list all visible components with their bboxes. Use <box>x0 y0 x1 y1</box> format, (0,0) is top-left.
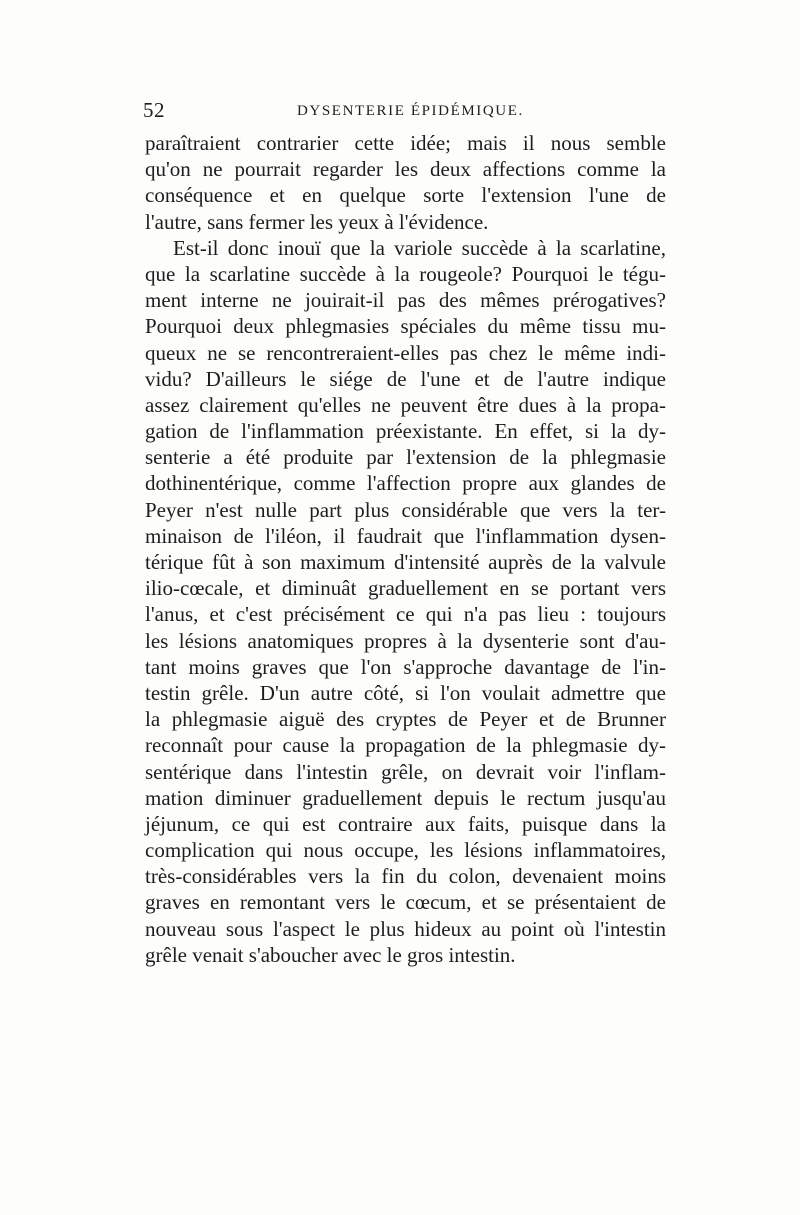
text-line: sentérique dans l'intestin grêle, on devrait voir l'inflam- <box>145 759 666 784</box>
text-line: Peyer n'est nulle part plus considérable que vers la ter- <box>145 497 666 522</box>
text-line: minaison de l'iléon, il faudrait que l'inflammation dysen- <box>145 523 666 548</box>
text-line: tant moins graves que l'on s'approche davantage de l'in- <box>145 654 666 679</box>
text-line: complication qui nous occupe, les lésions inflammatoires, <box>145 838 666 863</box>
text-line: la phlegmasie aiguë des cryptes de Peyer et de Brunner <box>145 707 666 732</box>
text-line: Est-il donc inouï que la variole succède à la scarlatine, <box>173 235 666 260</box>
text-line: testin grêle. D'un autre côté, si l'on voulait admettre que <box>145 680 666 705</box>
text-line: grêle venait s'aboucher avec le gros intestin. <box>145 942 516 967</box>
text-line: conséquence et en quelque sorte l'extension l'une de <box>145 183 666 208</box>
text-line: ment interne ne jouirait-il pas des mêmes prérogatives? <box>145 288 666 313</box>
text-line: paraîtraient contrarier cette idée; mais il nous semble <box>145 131 666 155</box>
text-line: reconnaît pour cause la propagation de la phlegmasie dy- <box>145 733 666 758</box>
text-line: l'autre, sans fermer les yeux à l'évidence. <box>145 209 489 234</box>
text-line: très-considérables vers la fin du colon, devenaient moins <box>145 864 666 889</box>
text-line: dothinentérique, comme l'affection propre aux glandes de <box>145 471 666 496</box>
body-text <box>145 130 666 968</box>
text-line: les lésions anatomiques propres à la dysenterie sont d'au- <box>145 628 666 653</box>
text-line: vidu? D'ailleurs le siége de l'une et de l'autre indique <box>145 366 666 391</box>
text-line: Pourquoi deux phlegmasies spéciales du même tissu mu- <box>145 314 666 339</box>
page-number: 52 <box>143 98 165 122</box>
text-line: que la scarlatine succède à la rougeole? Pourquoi le tégu- <box>145 261 666 286</box>
running-head: DYSENTERIE ÉPIDÉMIQUE. <box>297 103 524 119</box>
text-line: térique fût à son maximum d'intensité auprès de la valvule <box>145 550 666 574</box>
text-line: nouveau sous l'aspect le plus hideux au point où l'intestin <box>145 916 666 941</box>
text-line: qu'on ne pourrait regarder les deux affections comme la <box>145 157 666 182</box>
text-line: jéjunum, ce qui est contraire aux faits, puisque dans la <box>145 811 666 836</box>
text-line: senterie a été produite par l'extension de la phlegmasie <box>145 445 666 470</box>
text-line: ilio-cœcale, et diminuât graduellement en se portant vers <box>145 576 666 601</box>
text-line: mation diminuer graduellement depuis le rectum jusqu'au <box>145 785 666 810</box>
text-line: assez clairement qu'elles ne peuvent être dues à la propa- <box>145 392 666 417</box>
page-header <box>143 96 669 124</box>
text-line: gation de l'inflammation préexistante. En effet, si la dy- <box>145 419 666 444</box>
text-line: l'anus, et c'est précisément ce qui n'a pas lieu : toujours <box>145 602 666 627</box>
text-line: queux ne se rencontreraient-elles pas chez le même indi- <box>145 340 666 365</box>
text-line: graves en remontant vers le cœcum, et se présentaient de <box>145 890 666 915</box>
